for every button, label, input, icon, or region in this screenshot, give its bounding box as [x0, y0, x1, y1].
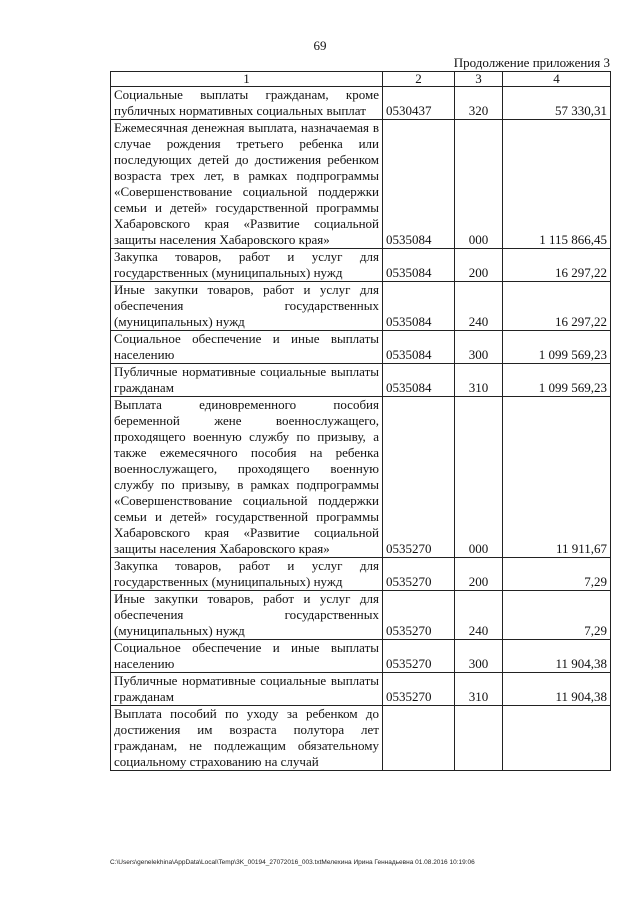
- row-description: Социальные выплаты гражданам, кроме публичных нормативных социальных выплат: [111, 87, 383, 120]
- row-description: Социальное обеспечение и иные выплаты населению: [111, 331, 383, 364]
- row-amount: 1 099 569,23: [503, 364, 611, 397]
- row-amount: 11 904,38: [503, 673, 611, 706]
- row-description: Публичные нормативные социальные выплаты гражданам: [111, 673, 383, 706]
- table-row: [111, 591, 611, 640]
- row-description: Закупка товаров, работ и услуг для государственных (муниципальных) нужд: [111, 558, 383, 591]
- row-expense-type: 310: [455, 673, 503, 706]
- row-expense-type: [455, 706, 503, 771]
- row-description: Иные закупки товаров, работ и услуг для обеспечения государственных (муниципальных) нужд: [111, 591, 383, 640]
- row-description: Закупка товаров, работ и услуг для государственных (муниципальных) нужд: [111, 249, 383, 282]
- row-amount: 7,29: [503, 558, 611, 591]
- row-expense-type: 300: [455, 331, 503, 364]
- row-code: 0535270: [383, 640, 455, 673]
- header-col-1: 1: [111, 72, 383, 87]
- page-number: 69: [313, 38, 327, 53]
- table-row: [111, 364, 611, 397]
- table-row: [111, 87, 611, 120]
- row-amount: 16 297,22: [503, 282, 611, 331]
- row-code: [383, 706, 455, 771]
- table-row: [111, 397, 611, 558]
- row-expense-type: 000: [455, 120, 503, 249]
- row-amount: 1 099 569,23: [503, 331, 611, 364]
- continuation-note: Продолжение приложения 3: [453, 55, 610, 70]
- row-code: 0535084: [383, 364, 455, 397]
- row-code: 0530437: [383, 87, 455, 120]
- table-body: [111, 87, 611, 771]
- row-expense-type: 300: [455, 640, 503, 673]
- row-code: 0535084: [383, 249, 455, 282]
- row-amount: 11 911,67: [503, 397, 611, 558]
- row-expense-type: 200: [455, 249, 503, 282]
- row-amount: 11 904,38: [503, 640, 611, 673]
- row-code: 0535270: [383, 673, 455, 706]
- table-row: [111, 282, 611, 331]
- table-row: [111, 673, 611, 706]
- table-row: [111, 706, 611, 771]
- budget-table: [110, 71, 611, 771]
- row-code: 0535084: [383, 282, 455, 331]
- row-amount: 7,29: [503, 591, 611, 640]
- row-amount: 57 330,31: [503, 87, 611, 120]
- row-expense-type: 000: [455, 397, 503, 558]
- table-row: [111, 249, 611, 282]
- row-code: 0535270: [383, 397, 455, 558]
- row-expense-type: 240: [455, 591, 503, 640]
- header-col-2: 2: [383, 72, 455, 87]
- row-expense-type: 240: [455, 282, 503, 331]
- table-row: [111, 120, 611, 249]
- row-description: Выплата пособий по уходу за ребенком до достижения им возраста полутора лет гражданам, не подлежащим обязательному социальному страхованию на случай: [111, 706, 383, 771]
- row-code: 0535084: [383, 120, 455, 249]
- table-row: [111, 558, 611, 591]
- table-header: [111, 72, 611, 87]
- header-col-3: 3: [455, 72, 503, 87]
- row-description: Социальное обеспечение и иные выплаты населению: [111, 640, 383, 673]
- row-description: Ежемесячная денежная выплата, назначаемая в случае рождения третьего ребенка или последующих детей до достижения ребенком возраста трех лет, в рамках подпрограммы «Совершенствование социальной поддержки семьи и детей» государственной программы Хабаровского края «Развитие социальной защиты населения Хабаровского края»: [111, 120, 383, 249]
- row-description: Выплата единовременного пособия беременной жене военнослужащего, проходящего военную службу по призыву, а также ежемесячного пособия на ребенка военнослужащего, проходящего военную службу по призыву, в рамках подпрограммы «Совершенствование социальной поддержки семьи и детей» государственной программы Хабаровского края «Развитие социальной защиты населения Хабаровского края»: [111, 397, 383, 558]
- row-code: 0535270: [383, 591, 455, 640]
- row-code: 0535270: [383, 558, 455, 591]
- row-expense-type: 200: [455, 558, 503, 591]
- row-description: Иные закупки товаров, работ и услуг для обеспечения государственных (муниципальных) нужд: [111, 282, 383, 331]
- row-code: 0535084: [383, 331, 455, 364]
- file-path-footer: C:\Users\genelekhina\AppData\Local\Temp\3K_00194_27072016_003.txtМелехина Ирина Геннадьевна 01.08.2016 10:19:06: [110, 859, 475, 866]
- row-description: Публичные нормативные социальные выплаты гражданам: [111, 364, 383, 397]
- row-amount: 1 115 866,45: [503, 120, 611, 249]
- row-expense-type: 310: [455, 364, 503, 397]
- table-row: [111, 331, 611, 364]
- row-amount: 16 297,22: [503, 249, 611, 282]
- row-amount: [503, 706, 611, 771]
- header-col-4: 4: [503, 72, 611, 87]
- row-expense-type: 320: [455, 87, 503, 120]
- table-row: [111, 640, 611, 673]
